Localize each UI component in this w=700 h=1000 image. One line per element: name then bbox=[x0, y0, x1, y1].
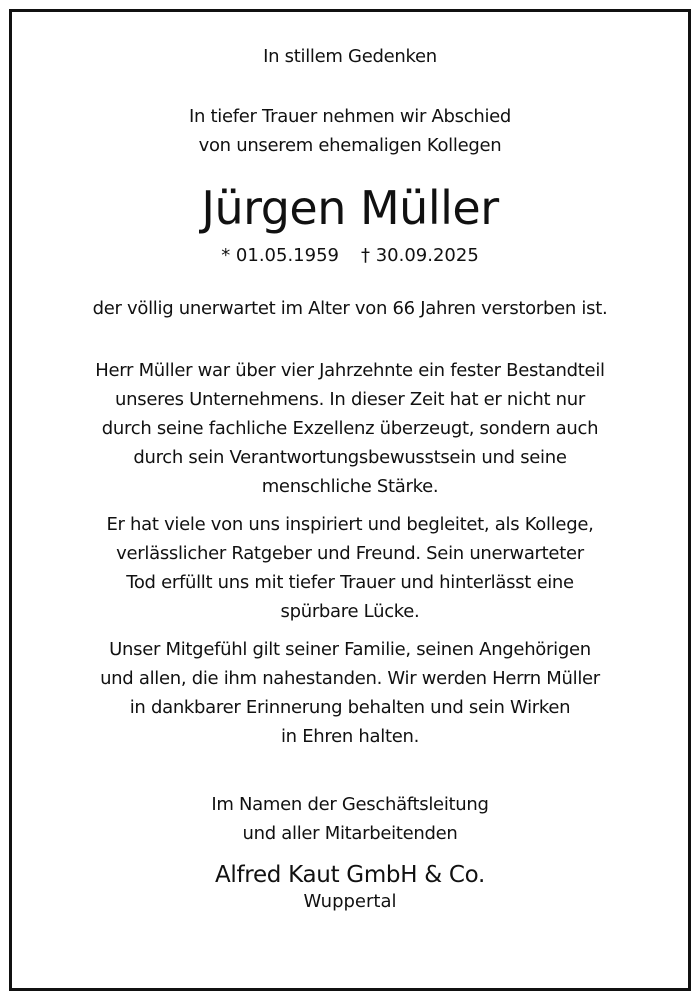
death-date: † 30.09.2025 bbox=[361, 245, 479, 266]
paragraph-line: unseres Unternehmens. In dieser Zeit hat er nicht nur bbox=[115, 389, 585, 410]
obituary-notice bbox=[12, 12, 688, 915]
paragraph-line: verlässlicher Ratgeber und Freund. Sein unerwarteter bbox=[116, 543, 584, 564]
closing-line: und aller Mitarbeitenden bbox=[242, 823, 458, 844]
intro-line: In tiefer Trauer nehmen wir Abschied bbox=[188, 106, 512, 127]
paragraph-line: Tod erfüllt uns mit tiefer Trauer und hinterlässt eine bbox=[126, 572, 574, 593]
paragraph-line: durch sein Verantwortungsbewusstsein und seine bbox=[133, 447, 567, 468]
company-name: Alfred Kaut GmbH & Co. bbox=[214, 862, 486, 888]
intro-text bbox=[12, 102, 688, 160]
paragraph-line: spürbare Lücke. bbox=[280, 601, 420, 622]
birth-date: * 01.05.1959 bbox=[221, 245, 339, 266]
lead-sentence: der völlig unerwartet im Alter von 66 Jahren verstorben ist. bbox=[92, 298, 608, 319]
paragraph-line: in Ehren halten. bbox=[280, 726, 420, 747]
paragraph-line: in dankbarer Erinnerung behalten und sein Wirken bbox=[129, 697, 571, 718]
paragraph-tribute bbox=[12, 510, 688, 626]
paragraph-condolence bbox=[12, 635, 688, 751]
intro-line: von unserem ehemaligen Kollegen bbox=[198, 135, 502, 156]
paragraph-career bbox=[12, 356, 688, 501]
closing-line: Im Namen der Geschäftsleitung bbox=[211, 794, 489, 815]
closing-signature bbox=[12, 790, 688, 848]
paragraph-line: Herr Müller war über vier Jahrzehnte ein fester Bestandteil bbox=[95, 360, 605, 381]
paragraph-line: Er hat viele von uns inspiriert und begleitet, als Kollege, bbox=[106, 514, 594, 535]
life-dates bbox=[12, 242, 688, 270]
paragraph-line: Unser Mitgefühl gilt seiner Familie, seinen Angehörigen bbox=[109, 639, 591, 660]
paragraph-line: und allen, die ihm nahestanden. Wir werden Herrn Müller bbox=[100, 668, 600, 689]
company-city: Wuppertal bbox=[303, 891, 397, 912]
paragraph-line: durch seine fachliche Exzellenz überzeugt, sondern auch bbox=[101, 418, 599, 439]
notice-header: In stillem Gedenken bbox=[263, 46, 437, 67]
deceased-name: Jürgen Müller bbox=[201, 181, 499, 235]
paragraph-line: menschliche Stärke. bbox=[261, 476, 439, 497]
